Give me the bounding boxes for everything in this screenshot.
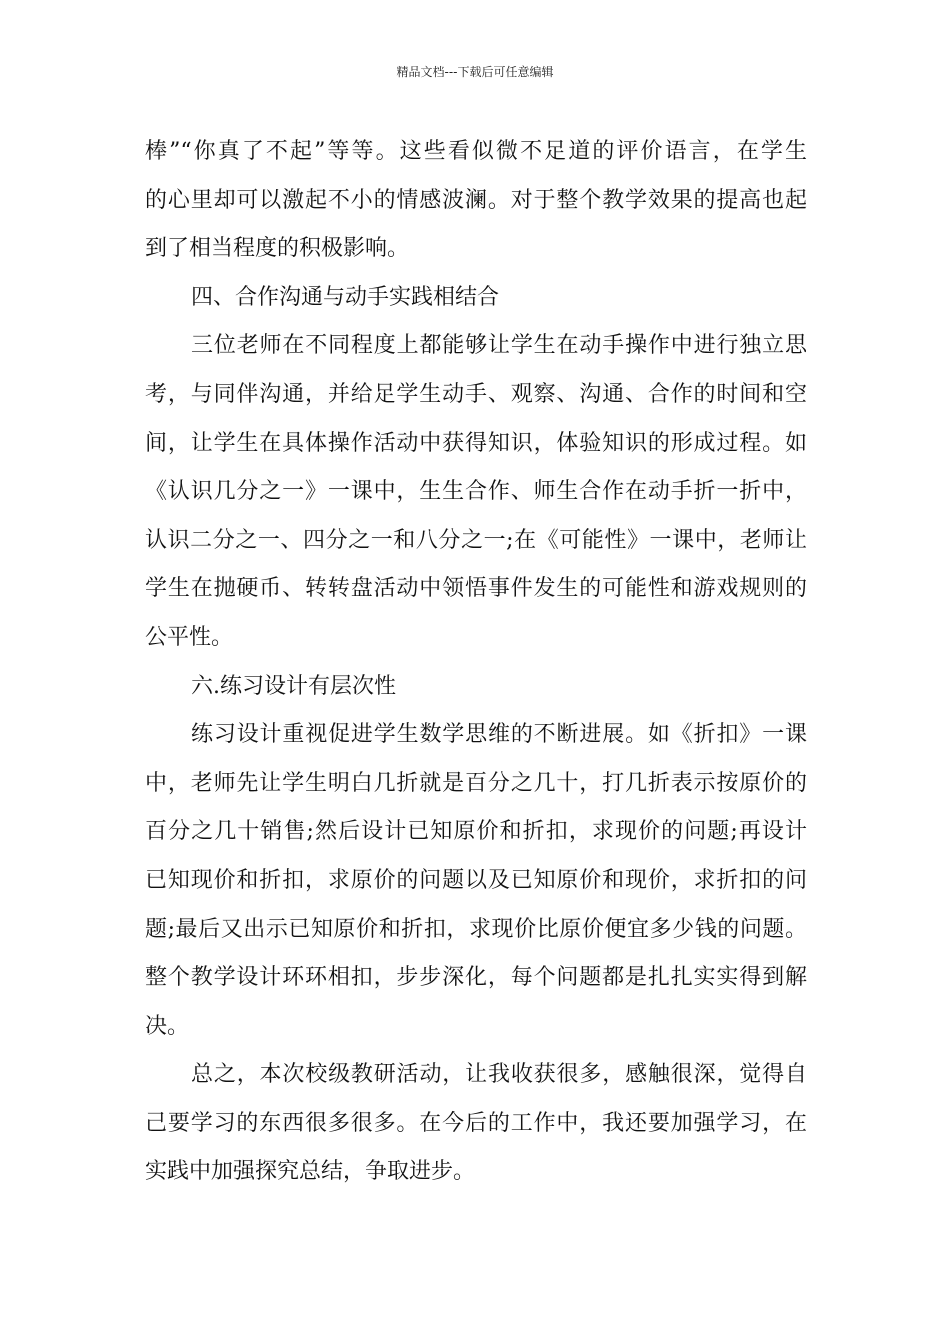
text-line: 到了相当程度的积极影响。 <box>145 236 410 262</box>
text-line: 实践中加强探究总结，争取进步。 <box>145 1159 476 1185</box>
document-body <box>145 128 807 1197</box>
text-line: 整个教学设计环环相扣，步步深化，每个问题都是扎扎实实得到解 <box>145 965 807 991</box>
text-line: 已知现价和折扣，求原价的问题以及已知原价和现价，求折扣的问 <box>145 867 807 893</box>
text-line: 中，老师先让学生明白几折就是百分之几十，打几折表示按原价的 <box>145 770 807 796</box>
text-line: 棒”“你真了不起”等等。这些看似微不足道的评价语言，在学生 <box>145 139 807 164</box>
text-line: 认识二分之一、四分之一和八分之一;在《可能性》一课中，老师让 <box>145 527 807 553</box>
text-line: 决。 <box>145 1013 190 1039</box>
text-line: 己要学习的东西很多很多。在今后的工作中，我还要加强学习，在 <box>145 1110 807 1136</box>
text-line: 公平性。 <box>145 624 234 650</box>
page-header: 精品文档---下载后可任意编辑 <box>396 65 554 79</box>
text-line: 总之，本次校级教研活动，让我收获很多，感触很深，觉得自 <box>191 1062 807 1088</box>
text-line: 的心里却可以激起不小的情感波澜。对于整个教学效果的提高也起 <box>145 187 807 213</box>
section-heading: 六.练习设计有层次性 <box>191 673 396 699</box>
text-line: 三位老师在不同程度上都能够让学生在动手操作中进行独立思 <box>191 333 807 359</box>
text-line: 学生在抛硬币、转转盘活动中领悟事件发生的可能性和游戏规则的 <box>145 576 807 602</box>
text-line: 题;最后又出示已知原价和折扣，求现价比原价便宜多少钱的问题。 <box>145 916 807 942</box>
text-line: 《认识几分之一》一课中，生生合作、师生合作在动手折一折中， <box>145 479 807 505</box>
text-line: 间，让学生在具体操作活动中获得知识，体验知识的形成过程。如 <box>145 430 807 456</box>
text-line: 练习设计重视促进学生数学思维的不断进展。如《折扣》一课 <box>191 722 807 748</box>
text-line: 百分之几十销售;然后设计已知原价和折扣，求现价的问题;再设计 <box>145 819 807 845</box>
text-line: 考，与同伴沟通，并给足学生动手、观察、沟通、合作的时间和空 <box>145 381 807 407</box>
section-heading: 四、合作沟通与动手实践相结合 <box>191 284 500 310</box>
